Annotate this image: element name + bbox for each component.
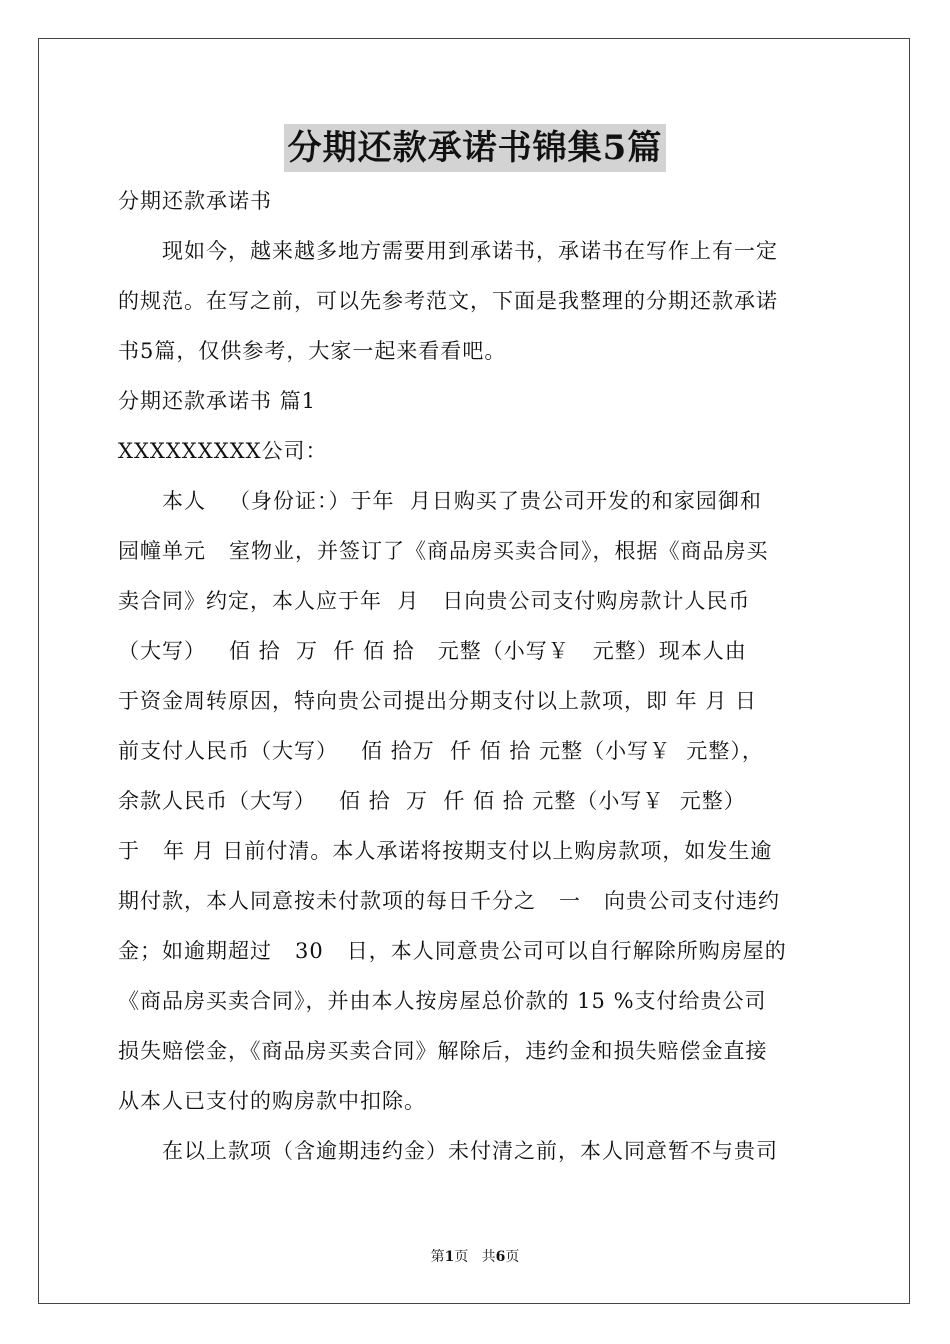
footer-total-prefix: 共 [481, 1249, 496, 1265]
intro-line: 的规范。在写之前，可以先参考范文，下面是我整理的分期还款承诺 [118, 289, 778, 313]
para1-line: 损失赔偿金，《商品房买卖合同》解除后，违约金和损失赔偿金直接 [118, 1039, 768, 1063]
title-container [0, 124, 950, 172]
addressee: XXXXXXXXX公司： [118, 439, 328, 463]
section-heading: 分期还款承诺书 篇1 [118, 389, 317, 413]
para1-line: 前支付人民币（大写） 佰 拾万 仟 佰 拾 元整（小写￥ 元整）， [118, 739, 764, 763]
para1-line: 园幢单元 室物业，并签订了《商品房买卖合同》，根据《商品房买 [118, 539, 769, 563]
para1-line: 本人 （身份证：）于年 月日购买了贵公司开发的和家园御和 [162, 489, 762, 513]
para1-line: 从本人已支付的购房款中扣除。 [118, 1089, 426, 1113]
para1-line: 《商品房买卖合同》，并由本人按房屋总价款的 15 %支付给贵公司 [118, 989, 767, 1013]
subtitle: 分期还款承诺书 [118, 189, 272, 213]
para1-line: （大写） 佰 拾 万 仟 佰 拾 元整（小写￥ 元整）现本人由 [118, 639, 747, 663]
document-title: 分期还款承诺书锦集5篇 [284, 124, 667, 172]
footer-page-number: 1 [444, 1249, 455, 1265]
para1-line: 期付款，本人同意按未付款项的每日千分之 一 向贵公司支付违约 [118, 889, 781, 913]
document-body [118, 176, 838, 1176]
para1-line: 金；如逾期超过 30 日，本人同意贵公司可以自行解除所购房屋的 [118, 939, 787, 963]
footer-page-suffix: 页 [454, 1249, 469, 1265]
para2-line: 在以上款项（含逾期违约金）未付清之前，本人同意暂不与贵司 [162, 1139, 778, 1163]
para1-line: 于 年 月 日前付清。本人承诺将按期支付以上购房款项，如发生逾 [118, 839, 773, 863]
footer-total-pages: 6 [495, 1249, 506, 1265]
page-footer [0, 1246, 950, 1266]
footer-total-suffix: 页 [505, 1249, 520, 1265]
intro-line: 书5篇，仅供参考，大家一起来看看吧。 [118, 339, 507, 363]
para1-line: 余款人民币（大写） 佰 拾 万 仟 佰 拾 元整（小写￥ 元整） [118, 789, 746, 813]
para1-line: 于资金周转原因，特向贵公司提出分期支付以上款项，即 年 月 日 [118, 689, 758, 713]
intro-line: 现如今，越来越多地方需要用到承诺书，承诺书在写作上有一定 [162, 239, 778, 263]
footer-prefix: 第 [430, 1249, 445, 1265]
para1-line: 卖合同》约定，本人应于年 月 日向贵公司支付购房款计人民币 [118, 589, 751, 613]
